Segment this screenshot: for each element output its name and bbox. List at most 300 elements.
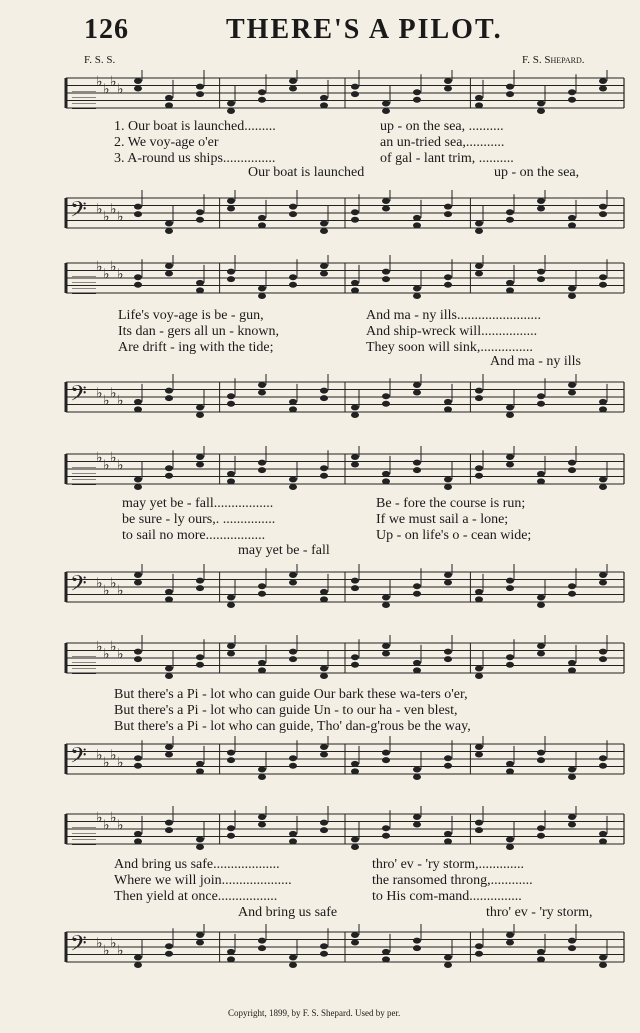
note-head bbox=[568, 460, 576, 466]
note-head bbox=[320, 263, 328, 269]
verse3-line2-a: Are drift - ing with the tide; bbox=[118, 340, 274, 355]
flat-icon: ♭ bbox=[110, 575, 117, 592]
flat-icon: ♭ bbox=[117, 266, 124, 283]
note-head bbox=[351, 412, 359, 418]
note-head bbox=[413, 767, 421, 773]
bass-clef-icon: 𝄢 bbox=[70, 381, 87, 412]
note-head bbox=[320, 221, 328, 227]
note-head bbox=[599, 477, 607, 483]
note-head bbox=[413, 774, 421, 780]
note-head bbox=[258, 390, 266, 396]
note-head bbox=[382, 956, 390, 962]
copyright-notice: Copyright, 1899, by F. S. Shepard. Used by per. bbox=[228, 1008, 401, 1018]
note-head bbox=[599, 955, 607, 961]
flat-icon: ♭ bbox=[96, 73, 103, 90]
note-head bbox=[568, 293, 576, 299]
note-head bbox=[320, 102, 328, 108]
note-head bbox=[351, 91, 359, 97]
note-head bbox=[506, 768, 514, 774]
note-head bbox=[413, 293, 421, 299]
note-head bbox=[568, 591, 576, 597]
note-head bbox=[196, 932, 204, 938]
note-head bbox=[475, 827, 483, 833]
note-head bbox=[444, 955, 452, 961]
note-head bbox=[258, 938, 266, 944]
note-head bbox=[351, 837, 359, 843]
note-head bbox=[165, 951, 173, 957]
note-head bbox=[506, 940, 514, 946]
note-head bbox=[320, 95, 328, 101]
note-head bbox=[413, 591, 421, 597]
verse3-line4: But there's a Pi - lot who can guide, Tho' dan-g'rous be the way, bbox=[114, 719, 471, 734]
note-head bbox=[320, 673, 328, 679]
note-head bbox=[134, 477, 142, 483]
note-head bbox=[382, 833, 390, 839]
note-head bbox=[599, 838, 607, 844]
note-head bbox=[382, 269, 390, 275]
flat-icon: ♭ bbox=[96, 385, 103, 402]
note-head bbox=[475, 271, 483, 277]
flat-icon: ♭ bbox=[103, 582, 110, 599]
note-head bbox=[196, 91, 204, 97]
note-head bbox=[568, 215, 576, 221]
note-head bbox=[165, 271, 173, 277]
bass-word-3a: may yet be - fall bbox=[238, 543, 330, 558]
note-head bbox=[537, 825, 545, 831]
note-head bbox=[165, 820, 173, 826]
bass-word-1a: Our boat is launched bbox=[248, 165, 365, 180]
flat-icon: ♭ bbox=[96, 258, 103, 275]
flat-icon: ♭ bbox=[96, 747, 103, 764]
note-head bbox=[165, 465, 173, 471]
note-head bbox=[196, 940, 204, 946]
note-head bbox=[227, 643, 235, 649]
note-head bbox=[599, 580, 607, 586]
note-head bbox=[599, 755, 607, 761]
note-head bbox=[506, 217, 514, 223]
note-head bbox=[382, 478, 390, 484]
note-head bbox=[320, 752, 328, 758]
note-head bbox=[444, 78, 452, 84]
hymn-title: THERE'S A PILOT. bbox=[226, 14, 503, 45]
note-head bbox=[506, 837, 514, 843]
note-head bbox=[599, 831, 607, 837]
flat-icon: ♭ bbox=[103, 754, 110, 771]
note-head bbox=[258, 460, 266, 466]
note-head bbox=[413, 460, 421, 466]
note-head bbox=[475, 820, 483, 826]
note-head bbox=[444, 204, 452, 210]
note-head bbox=[227, 393, 235, 399]
note-head bbox=[165, 263, 173, 269]
note-head bbox=[289, 649, 297, 655]
flat-icon: ♭ bbox=[96, 201, 103, 218]
verse2-line2-a: Its dan - gers all un - known, bbox=[118, 324, 279, 339]
note-head bbox=[227, 276, 235, 282]
note-head bbox=[134, 274, 142, 280]
note-head bbox=[227, 198, 235, 204]
note-head bbox=[506, 454, 514, 460]
note-head bbox=[599, 406, 607, 412]
note-head bbox=[289, 274, 297, 280]
note-head bbox=[413, 938, 421, 944]
note-head bbox=[165, 744, 173, 750]
note-head bbox=[475, 752, 483, 758]
note-head bbox=[351, 578, 359, 584]
note-head bbox=[289, 831, 297, 837]
note-head bbox=[196, 585, 204, 591]
verse2-line5-b: the ransomed throng,............ bbox=[372, 873, 533, 888]
note-head bbox=[289, 86, 297, 92]
flat-icon: ♭ bbox=[110, 449, 117, 466]
composer-credit: F. S. Shepard. bbox=[522, 54, 585, 66]
note-head bbox=[506, 578, 514, 584]
note-head bbox=[413, 97, 421, 103]
note-head bbox=[351, 932, 359, 938]
note-head bbox=[289, 763, 297, 769]
note-head bbox=[320, 465, 328, 471]
flat-icon: ♭ bbox=[117, 646, 124, 663]
note-head bbox=[196, 209, 204, 215]
note-head bbox=[320, 589, 328, 595]
lyricist-credit: F. S. S. bbox=[84, 54, 116, 66]
note-head bbox=[599, 86, 607, 92]
note-head bbox=[351, 940, 359, 946]
note-head bbox=[165, 589, 173, 595]
note-head bbox=[506, 932, 514, 938]
note-head bbox=[599, 204, 607, 210]
flat-icon: ♭ bbox=[96, 449, 103, 466]
bass-word-2a: And ma - ny ills bbox=[490, 354, 581, 369]
note-head bbox=[258, 591, 266, 597]
note-head bbox=[599, 282, 607, 288]
note-head bbox=[134, 831, 142, 837]
flat-icon: ♭ bbox=[117, 392, 124, 409]
flat-icon: ♭ bbox=[103, 392, 110, 409]
verse3-line1-b: of gal - lant trim, .......... bbox=[380, 151, 514, 166]
note-head bbox=[537, 401, 545, 407]
note-head bbox=[196, 654, 204, 660]
note-head bbox=[444, 86, 452, 92]
note-head bbox=[537, 478, 545, 484]
note-head bbox=[444, 649, 452, 655]
note-head bbox=[196, 578, 204, 584]
bass-staff-1 bbox=[60, 190, 630, 238]
treble-staff-4 bbox=[60, 635, 630, 683]
note-head bbox=[413, 660, 421, 666]
note-head bbox=[382, 757, 390, 763]
note-head bbox=[351, 585, 359, 591]
note-head bbox=[227, 595, 235, 601]
note-head bbox=[351, 287, 359, 293]
flat-icon: ♭ bbox=[103, 266, 110, 283]
note-head bbox=[568, 660, 576, 666]
note-head bbox=[196, 287, 204, 293]
verse3-line5-a: Then yield at once................. bbox=[114, 889, 278, 904]
note-head bbox=[506, 405, 514, 411]
note-head bbox=[413, 222, 421, 228]
note-head bbox=[227, 206, 235, 212]
note-head bbox=[475, 943, 483, 949]
note-head bbox=[289, 477, 297, 483]
flat-icon: ♭ bbox=[110, 638, 117, 655]
note-head bbox=[475, 673, 483, 679]
note-head bbox=[599, 763, 607, 769]
note-head bbox=[227, 101, 235, 107]
note-head bbox=[444, 274, 452, 280]
treble-clef-icon: 𝄚 bbox=[72, 817, 96, 852]
flat-icon: ♭ bbox=[96, 638, 103, 655]
note-head bbox=[165, 827, 173, 833]
verse3-line1-a: 3. A-round us ships............... bbox=[114, 151, 276, 166]
verse2-line3-a: be sure - ly ours,. ............... bbox=[122, 512, 276, 527]
note-head bbox=[413, 382, 421, 388]
bass-staff-2 bbox=[60, 374, 630, 422]
flat-icon: ♭ bbox=[117, 457, 124, 474]
note-head bbox=[196, 280, 204, 286]
note-head bbox=[413, 390, 421, 396]
verse1-line4: But there's a Pi - lot who can guide Our bark these wa-ters o'er, bbox=[114, 687, 468, 702]
note-head bbox=[196, 405, 204, 411]
bass-clef-icon: 𝄢 bbox=[70, 197, 87, 228]
note-head bbox=[537, 651, 545, 657]
note-head bbox=[289, 580, 297, 586]
flat-icon: ♭ bbox=[117, 942, 124, 959]
note-head bbox=[537, 595, 545, 601]
note-head bbox=[537, 949, 545, 955]
bass-staff-3 bbox=[60, 564, 630, 612]
treble-clef-icon: 𝄚 bbox=[72, 81, 96, 116]
note-head bbox=[413, 89, 421, 95]
note-head bbox=[537, 471, 545, 477]
treble-staff-2 bbox=[60, 255, 630, 303]
note-head bbox=[134, 86, 142, 92]
note-head bbox=[506, 287, 514, 293]
note-head bbox=[134, 282, 142, 288]
note-head bbox=[475, 228, 483, 234]
note-head bbox=[134, 211, 142, 217]
note-head bbox=[227, 651, 235, 657]
note-head bbox=[227, 833, 235, 839]
flat-icon: ♭ bbox=[96, 575, 103, 592]
note-head bbox=[568, 667, 576, 673]
note-head bbox=[475, 744, 483, 750]
note-head bbox=[196, 454, 204, 460]
flat-icon: ♭ bbox=[110, 809, 117, 826]
verse1-line1-a: 1. Our boat is launched......... bbox=[114, 119, 276, 134]
note-head bbox=[196, 84, 204, 90]
flat-icon: ♭ bbox=[96, 935, 103, 952]
note-head bbox=[599, 274, 607, 280]
note-head bbox=[165, 221, 173, 227]
note-head bbox=[320, 388, 328, 394]
flat-icon: ♭ bbox=[110, 747, 117, 764]
note-head bbox=[165, 673, 173, 679]
note-head bbox=[258, 583, 266, 589]
note-head bbox=[382, 471, 390, 477]
note-head bbox=[475, 95, 483, 101]
flat-icon: ♭ bbox=[103, 646, 110, 663]
note-head bbox=[475, 465, 483, 471]
note-head bbox=[351, 405, 359, 411]
note-head bbox=[196, 768, 204, 774]
note-head bbox=[444, 755, 452, 761]
note-head bbox=[537, 108, 545, 114]
bass-word-1b: up - on the sea, bbox=[494, 165, 580, 180]
treble-staff-5 bbox=[60, 806, 630, 854]
note-head bbox=[320, 228, 328, 234]
note-head bbox=[196, 662, 204, 668]
note-head bbox=[444, 838, 452, 844]
bass-clef-icon: 𝄢 bbox=[70, 743, 87, 774]
verse1-line5-a: And bring us safe................... bbox=[114, 857, 280, 872]
verse1-line5-b: thro' ev - 'ry storm,............. bbox=[372, 857, 525, 872]
bass-word-5b: thro' ev - 'ry storm, bbox=[486, 905, 593, 920]
note-head bbox=[506, 654, 514, 660]
note-head bbox=[351, 462, 359, 468]
note-head bbox=[599, 962, 607, 968]
note-head bbox=[320, 820, 328, 826]
note-head bbox=[165, 473, 173, 479]
note-head bbox=[599, 484, 607, 490]
verse1-line2-b: And ma - ny ills........................ bbox=[366, 308, 541, 323]
note-head bbox=[320, 395, 328, 401]
note-head bbox=[475, 473, 483, 479]
note-head bbox=[227, 757, 235, 763]
note-head bbox=[289, 406, 297, 412]
note-head bbox=[382, 276, 390, 282]
note-head bbox=[258, 89, 266, 95]
note-head bbox=[413, 583, 421, 589]
verse2-line1-b: an un-tried sea,........... bbox=[380, 135, 505, 150]
note-head bbox=[134, 78, 142, 84]
note-head bbox=[444, 399, 452, 405]
note-head bbox=[506, 412, 514, 418]
flat-icon: ♭ bbox=[110, 201, 117, 218]
note-head bbox=[475, 596, 483, 602]
note-head bbox=[134, 406, 142, 412]
treble-clef-icon: 𝄚 bbox=[72, 646, 96, 681]
note-head bbox=[568, 774, 576, 780]
note-head bbox=[227, 478, 235, 484]
note-head bbox=[537, 956, 545, 962]
note-head bbox=[351, 844, 359, 850]
note-head bbox=[475, 589, 483, 595]
note-head bbox=[134, 838, 142, 844]
note-head bbox=[258, 822, 266, 828]
note-head bbox=[568, 382, 576, 388]
flat-icon: ♭ bbox=[117, 754, 124, 771]
note-head bbox=[134, 484, 142, 490]
note-head bbox=[196, 837, 204, 843]
note-head bbox=[351, 209, 359, 215]
note-head bbox=[320, 473, 328, 479]
note-head bbox=[413, 822, 421, 828]
note-head bbox=[599, 78, 607, 84]
note-head bbox=[444, 656, 452, 662]
note-head bbox=[165, 395, 173, 401]
treble-clef-icon: 𝄚 bbox=[72, 457, 96, 492]
note-head bbox=[568, 222, 576, 228]
note-head bbox=[320, 951, 328, 957]
verse1-line3-a: may yet be - fall................. bbox=[122, 496, 274, 511]
bass-clef-icon: 𝄢 bbox=[70, 931, 87, 962]
flat-icon: ♭ bbox=[103, 81, 110, 98]
verse3-line2-b: They soon will sink,............... bbox=[366, 340, 533, 355]
note-head bbox=[444, 831, 452, 837]
note-head bbox=[258, 222, 266, 228]
note-head bbox=[382, 750, 390, 756]
note-head bbox=[506, 585, 514, 591]
note-head bbox=[506, 761, 514, 767]
note-head bbox=[351, 768, 359, 774]
note-head bbox=[382, 108, 390, 114]
note-head bbox=[475, 395, 483, 401]
note-head bbox=[475, 388, 483, 394]
flat-icon: ♭ bbox=[103, 457, 110, 474]
page-number: 126 bbox=[84, 14, 129, 45]
note-head bbox=[568, 767, 576, 773]
note-head bbox=[444, 962, 452, 968]
note-head bbox=[289, 211, 297, 217]
note-head bbox=[351, 217, 359, 223]
note-head bbox=[568, 938, 576, 944]
note-head bbox=[134, 955, 142, 961]
verse2-line5-a: Where we will join.................... bbox=[114, 873, 292, 888]
note-head bbox=[289, 572, 297, 578]
note-head bbox=[537, 101, 545, 107]
bass-word-5a: And bring us safe bbox=[238, 905, 338, 920]
note-head bbox=[258, 660, 266, 666]
note-head bbox=[382, 949, 390, 955]
note-head bbox=[227, 108, 235, 114]
flat-icon: ♭ bbox=[103, 208, 110, 225]
flat-icon: ♭ bbox=[117, 81, 124, 98]
note-head bbox=[196, 761, 204, 767]
note-head bbox=[258, 667, 266, 673]
note-head bbox=[320, 666, 328, 672]
note-head bbox=[568, 467, 576, 473]
note-head bbox=[320, 271, 328, 277]
note-head bbox=[444, 282, 452, 288]
note-head bbox=[351, 280, 359, 286]
note-head bbox=[413, 945, 421, 951]
note-head bbox=[382, 643, 390, 649]
note-head bbox=[413, 215, 421, 221]
note-head bbox=[134, 572, 142, 578]
note-head bbox=[134, 399, 142, 405]
note-head bbox=[258, 814, 266, 820]
note-head bbox=[506, 209, 514, 215]
treble-staff-1 bbox=[60, 70, 630, 118]
note-head bbox=[475, 263, 483, 269]
note-head bbox=[227, 602, 235, 608]
note-head bbox=[506, 844, 514, 850]
note-head bbox=[382, 825, 390, 831]
note-head bbox=[568, 89, 576, 95]
note-head bbox=[568, 583, 576, 589]
flat-icon: ♭ bbox=[110, 385, 117, 402]
verse2-line3-b: If we must sail a - lone; bbox=[376, 512, 509, 527]
flat-icon: ♭ bbox=[110, 935, 117, 952]
note-head bbox=[320, 827, 328, 833]
note-head bbox=[599, 399, 607, 405]
bass-staff-5 bbox=[60, 924, 630, 972]
note-head bbox=[258, 215, 266, 221]
note-head bbox=[289, 78, 297, 84]
note-head bbox=[568, 390, 576, 396]
note-head bbox=[537, 643, 545, 649]
